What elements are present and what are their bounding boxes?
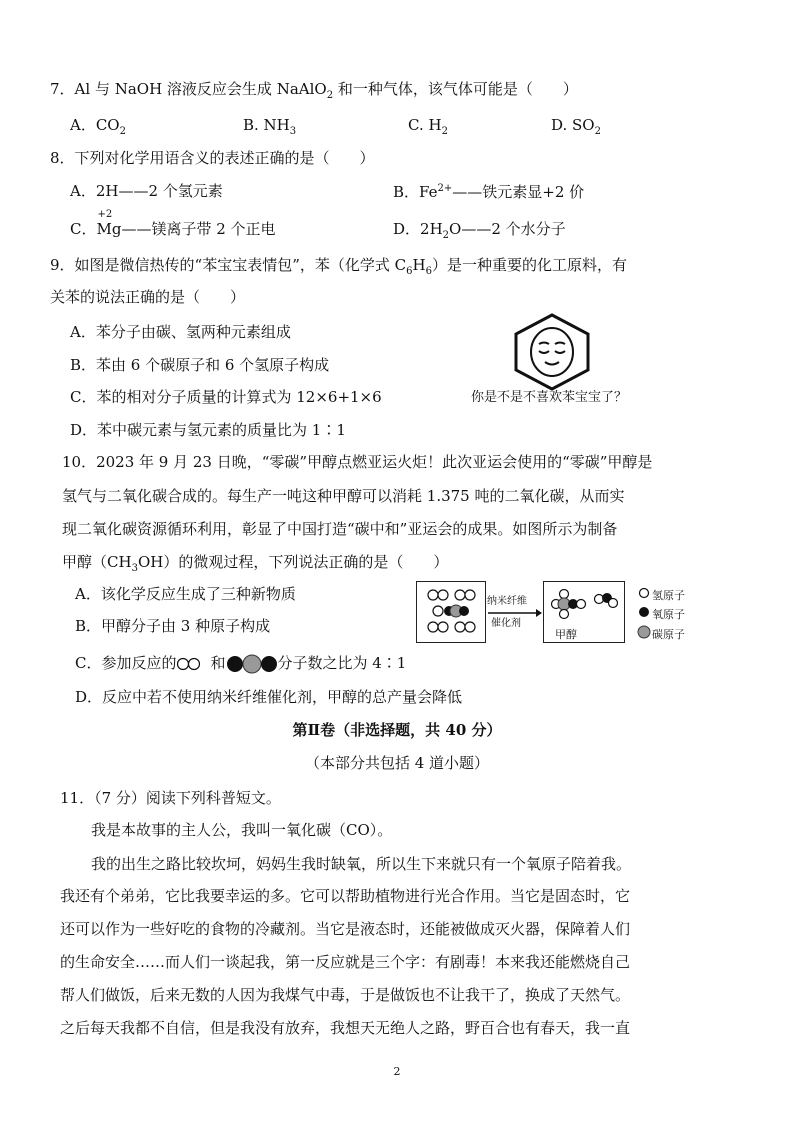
q9-stem-part1: 9．如图是微信热传的“苯宝宝表情包”，苯（化学式 C <box>50 256 407 274</box>
q8-option-c-valence: +2 <box>97 209 113 220</box>
reactants-molecules <box>416 581 486 643</box>
q8-option-d-sub: 2 <box>442 230 450 241</box>
q9-stem-sub2: 6 <box>425 266 432 277</box>
q9-option-c: C．苯的相对分子质量的计算式为 12×6+1×6 <box>70 388 382 406</box>
q11-paragraph2-line5: 帮人们做饭，后来无数的人因为我煤气中毒，于是做饭也不让我干了，换成了天然气。 <box>60 986 631 1004</box>
q9-stem-line1 <box>50 258 627 277</box>
q8-option-c-part2: ——镁离子带 2 个正电 <box>121 220 276 238</box>
q10-stem-line4-part1: 甲醇（CH <box>62 553 132 571</box>
legend-hydrogen: 氢原子 <box>652 589 685 602</box>
section2-subtitle: （本部分共包括 4 道小题） <box>304 754 490 772</box>
benzene-face-icon <box>512 313 592 391</box>
q8-option-c-element: Mg <box>96 220 122 238</box>
q9-option-a: A．苯分子由碳、氢两种元素组成 <box>70 323 291 341</box>
legend-oxygen: 氧原子 <box>652 608 685 621</box>
q8-option-d-part1: D．2H <box>393 220 443 238</box>
q11-paragraph2-line4: 的生命安全……而人们一谈起我，第一反应就是三个字：有剧毒！本来我还能燃烧自己 <box>60 953 631 971</box>
q8-option-c-label: C． <box>70 220 97 238</box>
q10-option-a: A．该化学反应生成了三种新物质 <box>75 585 296 603</box>
q10-stem-line4-part2: OH）的微观过程，下列说法正确的是（ ） <box>137 553 449 571</box>
q7-option-c-sub: 2 <box>441 126 448 137</box>
legend-carbon: 碳原子 <box>652 628 685 641</box>
q7-option-d <box>551 118 601 137</box>
q11-paragraph2-line1: 我的出生之路比较坎坷，妈妈生我时缺氧，所以生下来就只有一个氧原子陪着我。 <box>91 855 632 873</box>
q8-option-b-part1: B．Fe <box>393 183 438 201</box>
q7-option-b <box>243 118 296 137</box>
page-number: 2 <box>393 1065 401 1078</box>
q10-stem-line1: 10．2023 年 9 月 23 日晚，“零碳”甲醇点燃亚运火炬！此次亚运会使用的“零碳”甲醇是 <box>62 453 653 471</box>
q7-option-c <box>408 118 448 137</box>
q7-option-c-text: C. H <box>408 116 442 134</box>
q7-option-d-text: D. SO <box>551 116 595 134</box>
q9-option-d: D．苯中碳元素与氢元素的质量比为 1∶1 <box>70 421 346 439</box>
q8-option-c <box>70 209 276 238</box>
arrow-label-line1: 纳米纤维 <box>487 596 527 607</box>
benzene-figure-caption: 你是不是不喜欢苯宝宝了？ <box>471 390 628 405</box>
q8-option-a: A．2H——2 个氢元素 <box>70 182 223 200</box>
q7-option-b-sub: 3 <box>289 126 297 137</box>
q8-option-b-part2: ——铁元素显+2 价 <box>452 183 585 201</box>
q9-stem-sub1: 6 <box>406 266 413 277</box>
q10-option-c-part1: C．参加反应的 <box>75 654 177 672</box>
q10-stem-line4 <box>62 555 448 574</box>
q7-stem-subscript: 2 <box>326 90 334 101</box>
q9-stem-line2: 关苯的说法正确的是（ ） <box>50 288 246 306</box>
q7-option-a-text: A．CO <box>70 116 120 134</box>
q7-stem <box>50 82 578 101</box>
q9-option-b: B．苯由 6 个碳原子和 6 个氢原子构成 <box>70 356 330 374</box>
q7-option-a-sub: 2 <box>119 126 126 137</box>
q11-paragraph1: 我是本故事的主人公，我叫一氧化碳（CO）。 <box>91 821 393 839</box>
q11-paragraph2-line6: 之后每天我都不自信，但是我没有放弃，我想天无绝人之路，野百合也有春天，我一直 <box>60 1019 631 1037</box>
q10-stem-line2: 氢气与二氧化碳合成的。每生产一吨这种甲醇可以消耗 1.375 吨的二氧化碳，从而实 <box>62 487 625 505</box>
q11-stem: 11．（7 分）阅读下列科普短文。 <box>60 789 281 807</box>
q9-stem-mid: H <box>412 256 426 274</box>
q7-option-d-sub: 2 <box>594 126 601 137</box>
q10-option-c <box>75 654 406 674</box>
section2-title: 第Ⅱ卷（非选择题，共 40 分） <box>292 721 502 739</box>
q8-option-b-sup: 2+ <box>437 183 453 194</box>
q8-option-b <box>393 184 584 200</box>
q10-option-b: B．甲醇分子由 3 种原子构成 <box>75 617 271 635</box>
co-molecule-icon <box>176 657 210 671</box>
q7-stem-part2: 和一种气体，该气体可能是（ ） <box>333 80 578 98</box>
q8-option-d-part2: O——2 个水分子 <box>449 220 566 238</box>
q10-option-c-and: 和 <box>210 654 226 672</box>
product-label: 甲醇 <box>555 628 577 641</box>
q8-stem: 8．下列对化学用语含义的表述正确的是（ ） <box>50 149 375 167</box>
q10-stem-line4-sub: 3 <box>131 563 138 574</box>
q7-stem-part1: 7．Al 与 NaOH 溶液反应会生成 NaAlO <box>50 80 327 98</box>
arrow-label-line2: 催化剂 <box>491 618 521 629</box>
co2-molecule-icon <box>226 654 278 674</box>
q10-option-c-part2: 分子数之比为 4∶1 <box>277 654 407 672</box>
q11-paragraph2-line3: 还可以作为一些好吃的食物的冷藏剂。当它是液态时，还能被做成灭火器，保障着人们 <box>60 920 631 938</box>
q8-option-d <box>393 222 566 241</box>
q8-option-c-symbol <box>96 209 122 238</box>
q7-option-a <box>70 118 126 137</box>
q10-stem-line3: 现二氧化碳资源循环利用，彰显了中国打造“碳中和”亚运会的成果。如图所示为制备 <box>62 520 618 538</box>
q11-paragraph2-line2: 我还有个弟弟，它比我要幸运的多。它可以帮助植物进行光合作用。当它是固态时，它 <box>60 887 631 905</box>
q9-stem-part2: ）是一种重要的化工原料，有 <box>431 256 627 274</box>
q7-option-b-text: B. NH <box>243 116 290 134</box>
q10-option-d: D．反应中若不使用纳米纤维催化剂，甲醇的总产量会降低 <box>75 688 463 706</box>
